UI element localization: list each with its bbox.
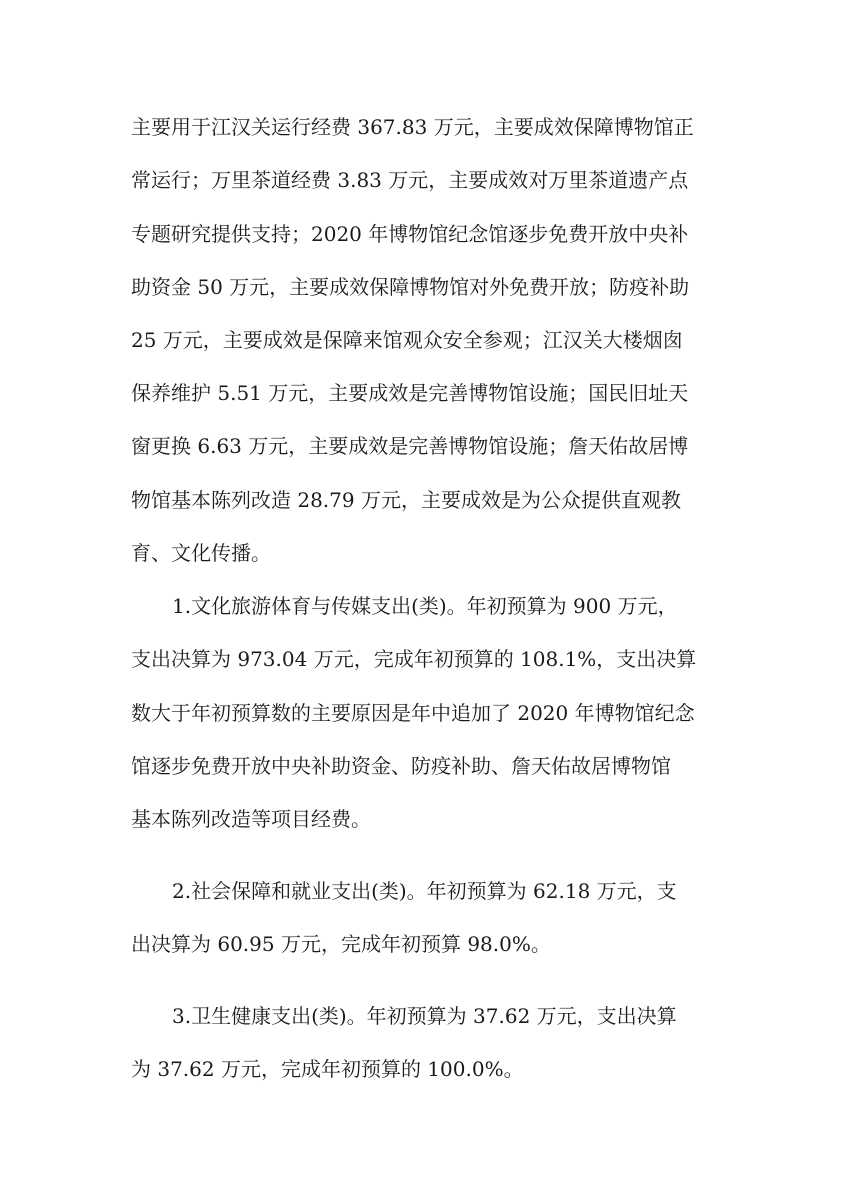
paragraph-line: 支出决算为 973.04 万元，完成年初预算的 108.1%，支出决算 <box>131 647 697 671</box>
paragraph-line: 出决算为 60.95 万元，完成年初预算 98.0%。 <box>131 932 551 956</box>
paragraph-line: 常运行；万里茶道经费 3.83 万元，主要成效对万里茶道遗产点 <box>131 168 689 192</box>
paragraph-line: 保养维护 5.51 万元，主要成效是完善博物馆设施；国民旧址天 <box>131 381 689 405</box>
paragraph-line: 窗更换 6.63 万元，主要成效是完善博物馆设施；詹天佑故居博 <box>131 434 689 458</box>
paragraph-line: 1.文化旅游体育与传媒支出(类)。年初预算为 900 万元， <box>172 594 678 618</box>
paragraph-line: 助资金 50 万元，主要成效保障博物馆对外免费开放；防疫补助 <box>131 275 690 299</box>
paragraph-line: 馆逐步免费开放中央补助资金、防疫补助、詹天佑故居博物馆 <box>131 754 671 778</box>
paragraph-line: 基本陈列改造等项目经费。 <box>131 807 371 831</box>
paragraph-line: 专题研究提供支持；2020 年博物馆纪念馆逐步免费开放中央补 <box>131 222 689 246</box>
paragraph-line: 育、文化传播。 <box>131 541 271 565</box>
paragraph-line: 3.卫生健康支出(类)。年初预算为 37.62 万元，支出决算 <box>172 1004 677 1028</box>
paragraph-line: 25 万元，主要成效是保障来馆观众安全参观；江汉关大楼烟囱 <box>131 328 683 352</box>
paragraph-line: 数大于年初预算数的主要原因是年中追加了 2020 年博物馆纪念 <box>131 701 695 725</box>
paragraph-line: 物馆基本陈列改造 28.79 万元，主要成效是为公众提供直观教 <box>131 488 681 512</box>
paragraph-line: 主要用于江汉关运行经费 367.83 万元，主要成效保障博物馆正 <box>131 115 694 139</box>
paragraph-line: 为 37.62 万元，完成年初预算的 100.0%。 <box>131 1057 524 1081</box>
paragraph-line: 2.社会保障和就业支出(类)。年初预算为 62.18 万元，支 <box>172 879 677 903</box>
